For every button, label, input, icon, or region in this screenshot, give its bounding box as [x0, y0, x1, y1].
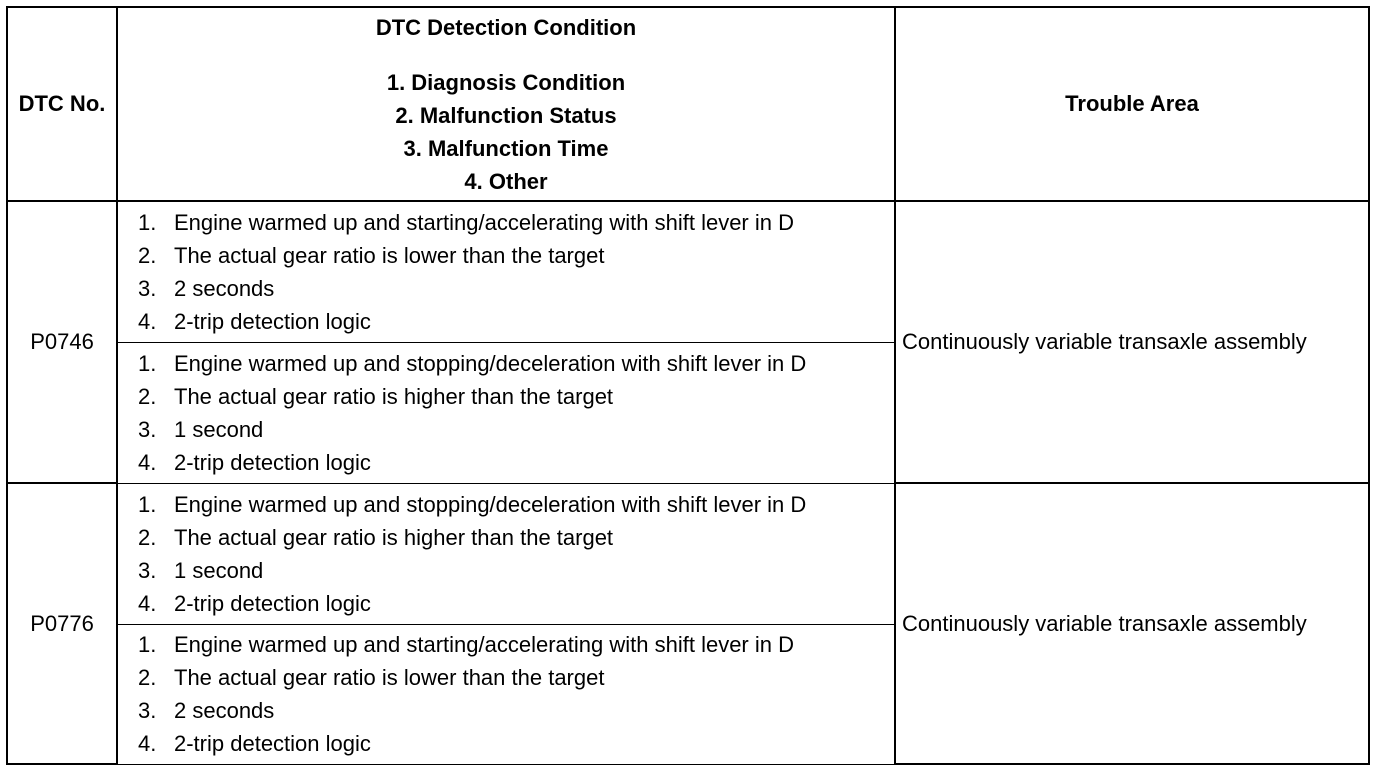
condition-line: 1. Engine warmed up and stopping/deceleration with shift lever in D: [138, 491, 807, 517]
header-condition-item: 4. Other: [464, 168, 548, 194]
header-condition-item: 2. Malfunction Status: [395, 102, 617, 128]
condition-line: 3. 2 seconds: [138, 275, 275, 301]
header-trouble-area: Trouble Area: [895, 7, 1369, 201]
condition-line: 2. The actual gear ratio is lower than the target: [138, 665, 605, 690]
dtc-table: [6, 6, 1370, 765]
condition-block: [117, 201, 895, 342]
condition-block: [117, 342, 895, 483]
condition-line: 2. The actual gear ratio is higher than the target: [138, 383, 614, 409]
condition-line: 1. Engine warmed up and starting/accelerating with shift lever in D: [138, 209, 794, 235]
trouble-area-cell: Continuously variable transaxle assembly: [895, 483, 1369, 764]
condition-line: 4. 2-trip detection logic: [138, 449, 371, 475]
header-gap: [118, 44, 894, 66]
condition-block: [117, 624, 895, 764]
header-condition-item: 3. Malfunction Time: [403, 135, 609, 161]
header-condition-item: 1. Diagnosis Condition: [386, 69, 626, 95]
condition-line: 3. 1 second: [138, 557, 264, 583]
header-detection-condition: [117, 7, 895, 201]
condition-line: 1. Engine warmed up and starting/accelerating with shift lever in D: [138, 632, 794, 657]
dtc-code: P0776: [7, 483, 117, 764]
condition-line: 4. 2-trip detection logic: [138, 731, 371, 756]
condition-line: 4. 2-trip detection logic: [138, 590, 371, 616]
header-row: [7, 7, 1369, 201]
condition-line: 3. 2 seconds: [138, 698, 275, 723]
condition-line: 4. 2-trip detection logic: [138, 308, 371, 334]
condition-line: 2. The actual gear ratio is lower than the target: [138, 242, 605, 268]
trouble-area-cell: Continuously variable transaxle assembly: [895, 201, 1369, 483]
condition-block: [117, 483, 895, 624]
condition-line: 3. 1 second: [138, 416, 264, 442]
table-row: [7, 201, 1369, 342]
table-row: [7, 483, 1369, 624]
condition-line: 2. The actual gear ratio is higher than the target: [138, 524, 614, 550]
header-condition-title: DTC Detection Condition: [375, 14, 637, 40]
dtc-code: P0746: [7, 201, 117, 483]
header-dtc-no: DTC No.: [7, 7, 117, 201]
condition-line: 1. Engine warmed up and stopping/deceleration with shift lever in D: [138, 350, 807, 376]
